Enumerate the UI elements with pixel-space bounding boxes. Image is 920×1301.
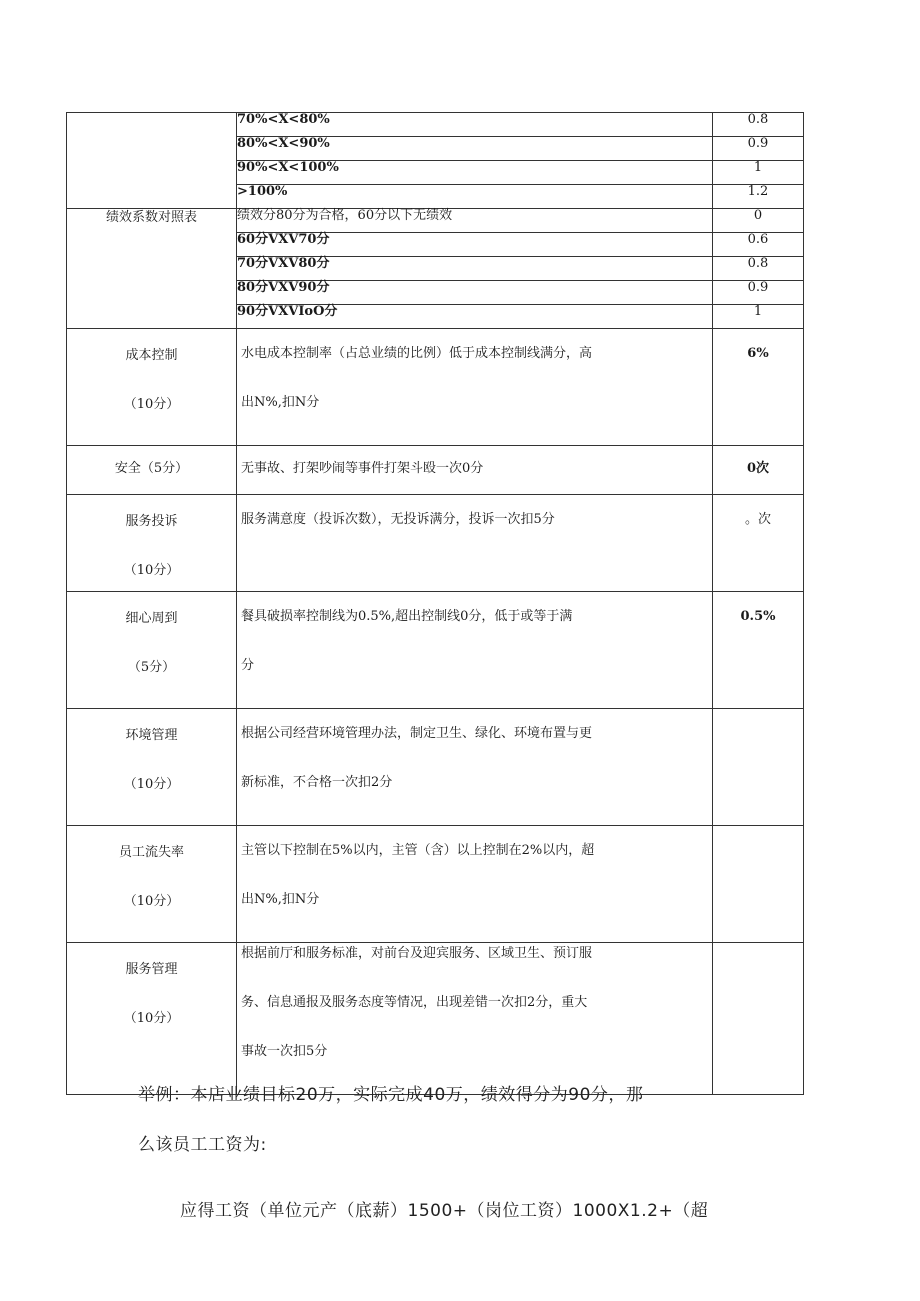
value-cell: 0.9 — [713, 281, 804, 305]
perf-table-title-cell — [67, 209, 237, 329]
value-cell: 0.9 — [713, 137, 804, 161]
description-line: 新标准，不合格一次扣2分 — [241, 775, 393, 790]
category-points: （10分） — [123, 893, 180, 909]
description-line: 无事故、打架吵闹等事件打架斗殴一次0分 — [241, 461, 484, 476]
category-value: 。次 — [744, 512, 771, 527]
perf-table-title: 绩效系数对照表 — [105, 210, 197, 225]
value-cell: 1 — [713, 161, 804, 185]
category-points: （10分） — [123, 396, 180, 412]
value-cell: 0.6 — [713, 233, 804, 257]
example-line-1: 举例：本店业绩目标20万，实际完成40万，绩效得分为90分，那 — [138, 1085, 644, 1105]
category-description — [237, 943, 712, 1094]
criterion-cell: 90分VXVIoO分 — [237, 305, 713, 329]
value-cell: 0 — [713, 209, 804, 233]
assessment-table — [66, 112, 804, 1095]
category-points: （5分） — [127, 659, 176, 675]
category-points: （10分） — [123, 1010, 180, 1026]
table-row-service-complaint — [67, 495, 804, 592]
category-value — [713, 826, 803, 844]
category-title: 环境管理 — [125, 728, 178, 743]
criterion-cell: 70分VXV80分 — [237, 257, 713, 281]
category-title: 成本控制 — [125, 348, 178, 363]
description-line: 根据前厅和服务标准，对前台及迎宾服务、区域卫生、预订服 — [241, 946, 593, 961]
table-row-cost-control — [67, 329, 804, 446]
criterion-cell: 70%<X<80% — [237, 113, 713, 137]
category-description — [237, 495, 712, 562]
description-line: 出N%,扣N分 — [241, 395, 320, 410]
criterion-cell: 80分VXV90分 — [237, 281, 713, 305]
description-line: 餐具破损率控制线为0.5%,超出控制线0分，低于或等于满 — [241, 609, 573, 624]
category-value: 0.5% — [740, 609, 776, 624]
category-value: 0次 — [746, 461, 770, 476]
table-row-service-management — [67, 943, 804, 1095]
table-row-safety — [67, 446, 804, 495]
criterion-cell: 绩效分80分为合格，60分以下无绩效 — [237, 209, 713, 233]
category-description — [237, 592, 712, 708]
value-cell: 0.8 — [713, 257, 804, 281]
criterion-cell: >100% — [237, 185, 713, 209]
description-line: 服务满意度（投诉次数），无投诉满分，投诉一次扣5分 — [241, 512, 555, 527]
continuation-category-cell — [67, 113, 237, 209]
category-title: 服务投诉 — [125, 514, 178, 529]
category-description — [237, 446, 712, 477]
table-row-environment — [67, 709, 804, 826]
criterion-cell: 60分VXV70分 — [237, 233, 713, 257]
criterion-cell: 90%<X<100% — [237, 161, 713, 185]
description-line: 务、信息通报及服务态度等情况，出现差错一次扣2分，重大 — [241, 995, 588, 1010]
category-title: 安全（5分） — [114, 461, 189, 476]
description-line: 根据公司经营环境管理办法，制定卫生、绿化、环境布置与更 — [241, 726, 593, 741]
example-line-2: 么该员工工资为: — [138, 1135, 267, 1155]
table-row — [67, 113, 804, 137]
description-line: 水电成本控制率（占总业绩的比例）低于成本控制线满分，高 — [241, 346, 593, 361]
table-row — [67, 209, 804, 233]
category-value — [713, 943, 803, 961]
example-line-3: 应得工资（单位元产（底薪）1500+（岗位工资）1000X1.2+（超 — [180, 1201, 709, 1221]
category-points: （10分） — [123, 562, 180, 578]
description-line: 出N%,扣N分 — [241, 892, 320, 907]
table-row-turnover — [67, 826, 804, 943]
criterion-cell: 80%<X<90% — [237, 137, 713, 161]
value-cell: 1 — [713, 305, 804, 329]
category-title: 细心周到 — [125, 611, 178, 626]
table-row-attentive — [67, 592, 804, 709]
category-value: 6% — [747, 346, 769, 361]
category-title: 服务管理 — [125, 962, 178, 977]
category-value — [713, 709, 803, 727]
description-line: 事故一次扣5分 — [241, 1044, 328, 1059]
category-title: 员工流失率 — [118, 845, 184, 860]
category-description — [237, 709, 712, 825]
category-description — [237, 329, 712, 445]
value-cell: 1.2 — [713, 185, 804, 209]
category-points: （10分） — [123, 776, 180, 792]
description-line: 分 — [241, 658, 255, 673]
description-line: 主管以下控制在5%以内，主管（含）以上控制在2%以内，超 — [241, 843, 595, 858]
value-cell: 0.8 — [713, 113, 804, 137]
category-description — [237, 826, 712, 942]
